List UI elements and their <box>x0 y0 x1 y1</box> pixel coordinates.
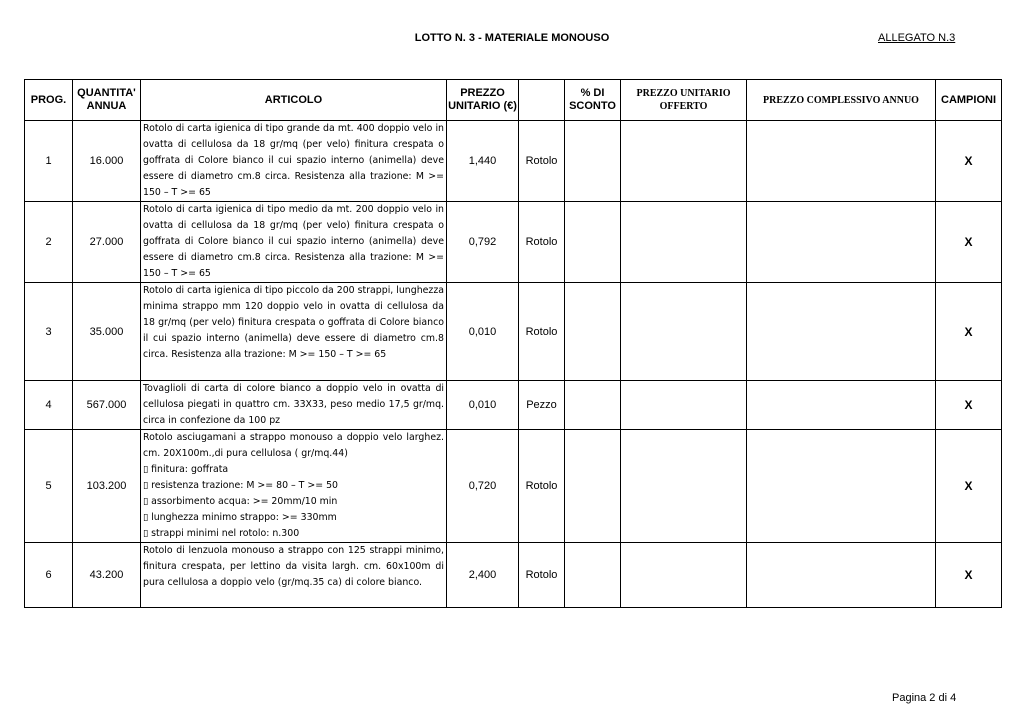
prezzo-complessivo-cell <box>747 381 936 430</box>
page-number: Pagina 2 di 4 <box>892 692 957 704</box>
sconto-cell <box>565 381 621 430</box>
articolo-text: ▯ lunghezza minimo strappo: >= 330mm <box>143 512 337 523</box>
prezzo-offerto-cell <box>621 381 747 430</box>
sconto-cell <box>565 283 621 381</box>
col-header-sconto: % DI SCONTO <box>565 80 621 121</box>
prezzo-cell: 0,720 <box>447 430 519 543</box>
unit-cell: Rotolo <box>519 283 565 381</box>
campioni-cell: X <box>936 121 1002 202</box>
prezzo-cell: 0,010 <box>447 283 519 381</box>
price-table <box>24 79 1002 608</box>
articolo-text: ▯ resistenza trazione: M >= 80 – T >= 50 <box>143 480 339 491</box>
prezzo-cell: 2,400 <box>447 543 519 608</box>
table-row <box>25 283 1002 381</box>
prezzo-complessivo-cell <box>747 543 936 608</box>
allegato-label: ALLEGATO N.3 <box>878 32 956 44</box>
table-row <box>25 121 1002 202</box>
articolo-cell <box>141 202 447 283</box>
articolo-cell <box>141 381 447 430</box>
prezzo-complessivo-cell <box>747 121 936 202</box>
prog-cell: 3 <box>25 283 73 381</box>
campioni-cell: X <box>936 543 1002 608</box>
table-row <box>25 543 1002 608</box>
unit-cell: Rotolo <box>519 202 565 283</box>
articolo-text: Rotolo di carta igienica di tipo piccolo da 200 strappi, lunghezza minima strappo mm 120 doppio velo in ovatta di cellulosa da 18 gr/mq (per velo) finitura crespata o goffrata di Colore bianco il cui spazio interno (animella) deve essere di diametro cm.8 circa. Resistenza alla trazione: M >= 150 – T >= 65 <box>143 285 444 360</box>
prezzo-cell: 0,010 <box>447 381 519 430</box>
sconto-cell <box>565 202 621 283</box>
prog-cell: 2 <box>25 202 73 283</box>
articolo-text: Rotolo asciugamani a strappo monouso a doppio velo larghez. cm. 20X100m.,di pura cellulosa ( gr/mq.44) <box>143 432 444 459</box>
col-header-prezzo: PREZZO UNITARIO (€) <box>447 80 519 121</box>
table-row <box>25 381 1002 430</box>
table-row <box>25 202 1002 283</box>
campioni-cell: X <box>936 381 1002 430</box>
col-header-campioni: CAMPIONI <box>936 80 1002 121</box>
quantita-cell: 27.000 <box>73 202 141 283</box>
sconto-cell <box>565 430 621 543</box>
prog-cell: 1 <box>25 121 73 202</box>
prezzo-cell: 0,792 <box>447 202 519 283</box>
quantita-cell: 43.200 <box>73 543 141 608</box>
campioni-cell: X <box>936 430 1002 543</box>
articolo-text: Rotolo di carta igienica di tipo grande da mt. 400 doppio velo in ovatta di cellulosa da 18 gr/mq (per velo) finitura crespata o goffrata di Colore bianco il cui spazio interno (animella) deve essere di diametro cm.8 circa. Resistenza alla trazione: M >= 150 – T >= 65 <box>143 123 444 198</box>
unit-cell: Rotolo <box>519 121 565 202</box>
articolo-cell <box>141 121 447 202</box>
unit-cell: Pezzo <box>519 381 565 430</box>
table-row <box>25 430 1002 543</box>
col-header-articolo: ARTICOLO <box>141 80 447 121</box>
campioni-cell: X <box>936 283 1002 381</box>
articolo-text: ▯ strappi minimi nel rotolo: n.300 <box>143 528 300 539</box>
unit-cell: Rotolo <box>519 430 565 543</box>
prog-cell: 4 <box>25 381 73 430</box>
table-header-row <box>25 80 1002 121</box>
document-title: LOTTO N. 3 - MATERIALE MONOUSO <box>414 32 610 44</box>
articolo-text: Tovaglioli di carta di colore bianco a doppio velo in ovatta di cellulosa piegati in quattro cm. 33X33, peso medio 17,5 gr/mq. circa in confezione da 100 pz <box>143 383 444 426</box>
prezzo-complessivo-cell <box>747 202 936 283</box>
articolo-cell <box>141 430 447 543</box>
prezzo-complessivo-cell <box>747 430 936 543</box>
col-header-prezzo-complessivo: PREZZO COMPLESSIVO ANNUO <box>747 80 936 121</box>
articolo-text: ▯ assorbimento acqua: >= 20mm/10 min <box>143 496 338 507</box>
prezzo-cell: 1,440 <box>447 121 519 202</box>
campioni-cell: X <box>936 202 1002 283</box>
col-header-prezzo-offerto: PREZZO UNITARIO OFFERTO <box>621 80 747 121</box>
articolo-cell <box>141 543 447 608</box>
unit-cell: Rotolo <box>519 543 565 608</box>
sconto-cell <box>565 121 621 202</box>
col-header-unit <box>519 80 565 121</box>
articolo-text: Rotolo di carta igienica di tipo medio da mt. 200 doppio velo in ovatta di cellulosa da 18 gr/mq (per velo) finitura crespata o goffrata di Colore bianco il cui spazio interno (animella) deve essere di diametro cm.8 circa. Resistenza alla trazione: M >= 150 – T >= 65 <box>143 204 444 279</box>
quantita-cell: 103.200 <box>73 430 141 543</box>
articolo-cell <box>141 283 447 381</box>
prezzo-complessivo-cell <box>747 283 936 381</box>
quantita-cell: 567.000 <box>73 381 141 430</box>
quantita-cell: 16.000 <box>73 121 141 202</box>
prog-cell: 6 <box>25 543 73 608</box>
prezzo-offerto-cell <box>621 430 747 543</box>
prezzo-offerto-cell <box>621 121 747 202</box>
articolo-text: ▯ finitura: goffrata <box>143 464 229 475</box>
prezzo-offerto-cell <box>621 202 747 283</box>
articolo-text: Rotolo di lenzuola monouso a strappo con 125 strappi minimo, finitura crespata, per lettino da visita largh. cm. 60x100m di pura cellulosa a doppio velo (gr/mq.35 ca) di colore bianco. <box>143 545 444 588</box>
prezzo-offerto-cell <box>621 543 747 608</box>
quantita-cell: 35.000 <box>73 283 141 381</box>
prezzo-offerto-cell <box>621 283 747 381</box>
prog-cell: 5 <box>25 430 73 543</box>
col-header-quantita: QUANTITA' ANNUA <box>73 80 141 121</box>
sconto-cell <box>565 543 621 608</box>
col-header-prog: PROG. <box>25 80 73 121</box>
